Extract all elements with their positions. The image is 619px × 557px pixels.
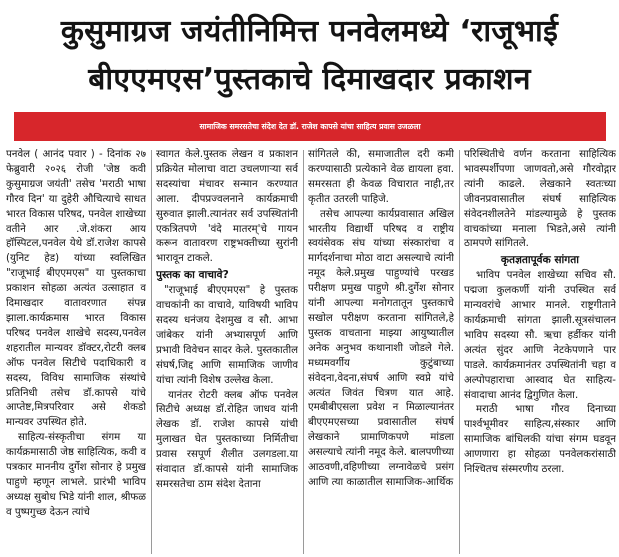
section-subheading: पुस्तक का वाचावे?: [156, 269, 229, 282]
headline-line-2: बीएएमएस’पुस्तकाचे दिमाखदार प्रकाशन: [88, 62, 531, 97]
paragraph: भाविप पनवेल शाखेच्या सचिव सौ. पद्मजा कुलकर्णी यांनी उपस्थित सर्व मान्यवरांचे आभार मानले. राष्ट्रगीताने कार्यक्रमाची सांगता झाली.सूत्रसंचालन भाविप सदस्या सौ. ऋचा हर्डीकर यांनी अत्यंत सुंदर आणि नेटकेपणाने पार पाडले. कार्यक्रमानंतर उपस्थितांनी चहा व अल्पोपहाराचा आस्वाद घेत साहित्य-संवादाचा आनंद द्विगुणित केला.: [464, 270, 616, 401]
article-column-2: [156, 148, 298, 557]
article-column-3: [308, 148, 454, 557]
paragraph: सांगितले की, समाजातील दरी कमी करण्यासाठी प्रत्येकाने वेळ द्यायला हवा. समरसता ही केवळ विचारात नाही,तर कृतीत उतरली पाहिजे.: [308, 149, 454, 205]
headline: [0, 0, 619, 114]
subheadline-banner: सामाजिक समरसतेचा संदेश देत डॉ. राजेश कापसे यांचा साहित्य प्रवास उजळला: [14, 112, 606, 141]
paragraph: यानंतर रोटरी क्लब ऑफ पनवेल सिटीचे अध्यक्ष डॉ.रोहित जाधव यांनी लेखक डॉ. राजेश कापसे यांची मुलाखत घेत पुस्तकाच्या निर्मितीचा प्रवास रसपूर्ण शैलीत उलगडला.या संवादात डॉ.कापसे यांनी सामाजिक समरसतेचा ठाम संदेश देताना: [156, 389, 298, 490]
article-column-1: [6, 148, 146, 557]
paragraph: मराठी भाषा गौरव दिनाच्या पार्श्वभूमीवर साहित्य,संस्कार आणि सामाजिक बांधिलकी यांचा संगम घडवून आणणारा हा सोहळा पनवेलकरांसाठी निश्चितच संस्मरणीय ठरला.: [464, 404, 616, 476]
paragraph: "राजूभाई बीएएमएस" हे पुस्तक वाचकांनी का वाचावे, याविषयी भाविप सदस्य धनंजय देशमुख व सौ. आभा जांबेकर यांनी अभ्यासपूर्ण आणि प्रभावी विवेचन सादर केले. पुस्तकातील संघर्ष,जिद्द आणि सामाजिक जाणीव यांचा त्यांनी विशेष उल्लेख केला.: [156, 285, 298, 386]
paragraph: पनवेल ( आनंद पवार ) - दिनांक २७ फेब्रुवारी २०२६ रोजी 'जेष्ठ कवी कुसुमाग्रज जयंती' तसेच 'मराठी भाषा गौरव दिन' या दुहेरी औचित्याचे साधत भारत विकास परिषद, पनवेल शाखेच्या वतीने आर .जे.शंकरा आय हॉस्पिटल,पनवेल येथे डॉ.राजेश कापसे (युनिट हेड) यांच्या स्वलिखित "राजूभाई बीएएमएस" या पुस्तकाचा प्रकाशन सोहळा अत्यंत उत्साहात व दिमाखदार वातावरणात संपन्न झाला.कार्यक्रमास भारत विकास परिषद पनवेल शाखेचे सदस्य,पनवेल शहरातील मान्यवर डॉक्टर,रोटरी क्लब ऑफ पनवेल सिटीचे पदाधिकारी व सदस्य, विविध सामाजिक संस्थांचे प्रतिनिधी तसेच डॉ.कापसे यांचे आप्तेष्ट,मित्रपरिवार असे शेकडो मान्यवर उपस्थित होते.: [6, 149, 146, 429]
paragraph: स्वागत केले.पुस्तक लेखन व प्रकाशन प्रक्रियेत मोलाचा वाटा उचलणाऱ्या सर्व सदस्यांचा मंचावर सन्मान करण्यात आला. दीपप्रज्वलनाने कार्यक्रमाची सुरुवात झाली.त्यानंतर सर्व उपस्थितांनी एकत्रितपणे 'वंदे मातरम्'चे गायन करून वातावरण राष्ट्रभक्तीच्या सुरांनी भारावून टाकले.: [156, 149, 298, 265]
section-subheading: कृतज्ञतापूर्वक सांगता: [500, 254, 580, 267]
article-body: [6, 148, 619, 557]
paragraph: साहित्य-संस्कृतीचा संगम या कार्यक्रमासाठी जेष्ठ साहित्यिक, कवी व पत्रकार माननीय दुर्गेश सोनार हे प्रमुख पाहुणे म्हणून लाभले. प्रारंभी भाविप अध्यक्ष सुबोध भिडे यांनी शाल, श्रीफळ व पुष्पगुच्छ देऊन त्यांचे: [6, 432, 146, 518]
article-column-4: [464, 148, 616, 557]
headline-line-1: कुसुमाग्रज जयंतीनिमित्त पनवेलमध्ये ‘राजूभाई: [60, 14, 559, 49]
paragraph: तसेच आपल्या कार्यप्रवासात अखिल भारतीय विद्यार्थी परिषद व राष्ट्रीय स्वयंसेवक संघ यांच्या संस्कारांचा व मार्गदर्शनाचा मोठा वाटा असल्याचे त्यांनी नमूद केले.प्रमुख पाहुण्यांचे परखड परीक्षण प्रमुख पाहुणे श्री.दुर्गेश सोनार यांनी आपल्या मनोगतातून पुस्तकाचे सखोल परीक्षण करताना सांगितले,हे पुस्तक वाचताना माझ्या आयुष्यातील अनेक अनुभव कथानाशी जोडले गेले. मध्यमवर्गीय कुटुंबाच्या संवेदना,वेदना,संघर्ष आणि स्वप्ने यांचे अत्यंत जिवंत चित्रण यात आहे. एमबीबीएसला प्रवेश न मिळाल्यानंतर बीएएमएसच्या प्रवासातील संघर्ष लेखकाने प्रामाणिकपणे मांडला असल्याचे त्यांनी नमूद केले. बालपणीच्या आठवणी,वहिणीच्या लग्नावेळचे प्रसंग आणि त्या काळातील सामाजिक-आर्थिक: [308, 208, 454, 488]
paragraph: परिस्थितीचे वर्णन करताना साहित्यिक भावस्पर्शीपणा जाणवतो,असे गौरवोद्गार त्यांनी काढले. लेखकाने स्वतःच्या जीवनप्रवासातील संघर्ष साहित्यिक संवेदनशीलतेने मांडल्यामुळे हे पुस्तक वाचकांच्या मनाला भिडते,असे त्यांनी ठामपणे सांगितले.: [464, 149, 616, 250]
